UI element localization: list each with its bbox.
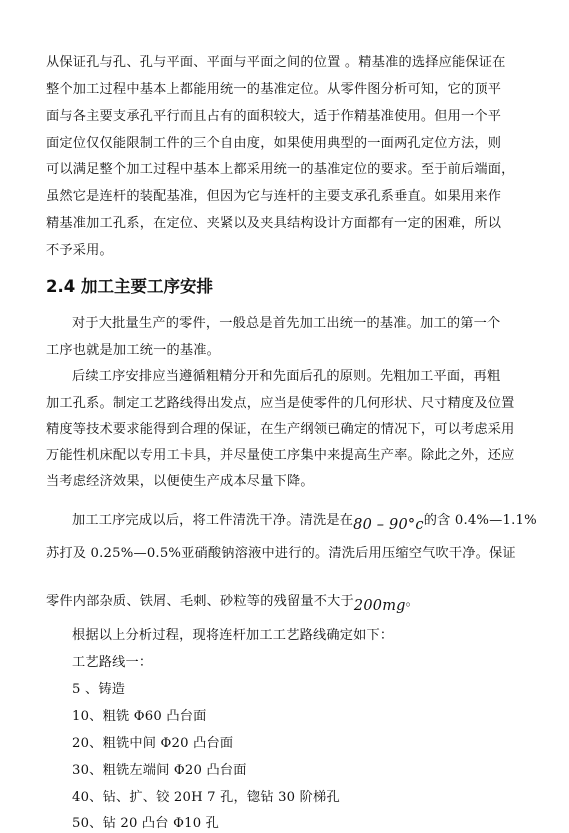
temperature-formula: 80 – 90°c [353, 517, 424, 533]
text-line: 从保证孔与孔、孔与平面、平面与平面之间的位置 。精基准的选择应能保证在 [46, 55, 506, 70]
text-line: 后续工序安排应当遵循粗精分开和先面后孔的原则。先粗加工平面，再粗 [72, 369, 501, 384]
text-line: 根据以上分析过程，现将连杆加工工艺路线确定如下： [72, 628, 394, 643]
text-line: 加工孔系。制定工艺路线得出发点，应当是使零件的几何形状、尺寸精度及位置 [46, 396, 515, 411]
text-line: 可以满足整个加工过程中基本上都采用统一的基准定位的要求。至于前后端面， [46, 162, 515, 177]
text-segment: 加工工序完成以后，将工件清洗干净。清洗是在 [72, 513, 354, 528]
text-line: 整个加工过程中基本上都能用统一的基准定位。从零件图分析可知，它的顶平 [46, 82, 502, 97]
text-line: 不予采用。 [46, 243, 113, 258]
text-line: 当考虑经济效果，以便使生产成本尽量下降。 [46, 474, 314, 489]
section-heading: 2.4 加工主要工序安排 [46, 277, 213, 296]
text-line: 精度等技术要求能得到合理的保证，在生产纲领已确定的情况下，可以考虑采用 [46, 422, 515, 437]
text-line: 面定位仅仅能限制工件的三个自由度，如果使用典型的一面两孔定位方法，则 [46, 136, 502, 151]
text-line [46, 592, 526, 614]
text-segment: 的含 0.4%—1.1% [423, 513, 537, 528]
route-step: 30、粗铣左端间 Φ20 凸台面 [72, 763, 247, 778]
route-step: 10、粗铣 Φ60 凸台面 [72, 709, 207, 724]
text-segment: 零件内部杂质、铁屑、毛刺、砂粒等的残留量不大于 [46, 594, 354, 609]
text-line: 苏打及 0.25%—0.5%亚硝酸钠溶液中进行的。清洗后用压缩空气吹干净。保证 [46, 546, 516, 561]
text-segment: 。 [405, 594, 420, 609]
text-line: 万能性机床配以专用工卡具，并尽量使工序集中来提高生产率。除此之外，还应 [46, 448, 515, 463]
text-line: 对于大批量生产的零件，一般总是首先加工出统一的基准。加工的第一个 [72, 316, 501, 331]
text-line: 工序也就是加工统一的基准。 [46, 343, 221, 358]
text-line: 面与各主要支承孔平行而且占有的面积较大，适于作精基准使用。但用一个平 [46, 109, 502, 124]
text-line: 精基准加工孔系，在定位、夹紧以及夹具结构设计方面都有一定的困难，所以 [46, 216, 502, 231]
route-step: 20、粗铣中间 Φ20 凸台面 [72, 736, 234, 751]
text-line [72, 511, 552, 533]
route-title: 工艺路线一： [72, 655, 153, 670]
mass-formula: 200mg [353, 598, 406, 614]
text-line: 虽然它是连杆的装配基准，但因为它与连杆的主要支承孔系垂直。如果用来作 [46, 189, 502, 204]
route-step: 40、钻、扩、铰 20H 7 孔，锪钻 30 阶梯孔 [72, 790, 340, 805]
route-step: 50、钻 20 凸台 Φ10 孔 [72, 816, 220, 831]
route-step: 5 、铸造 [72, 682, 126, 697]
